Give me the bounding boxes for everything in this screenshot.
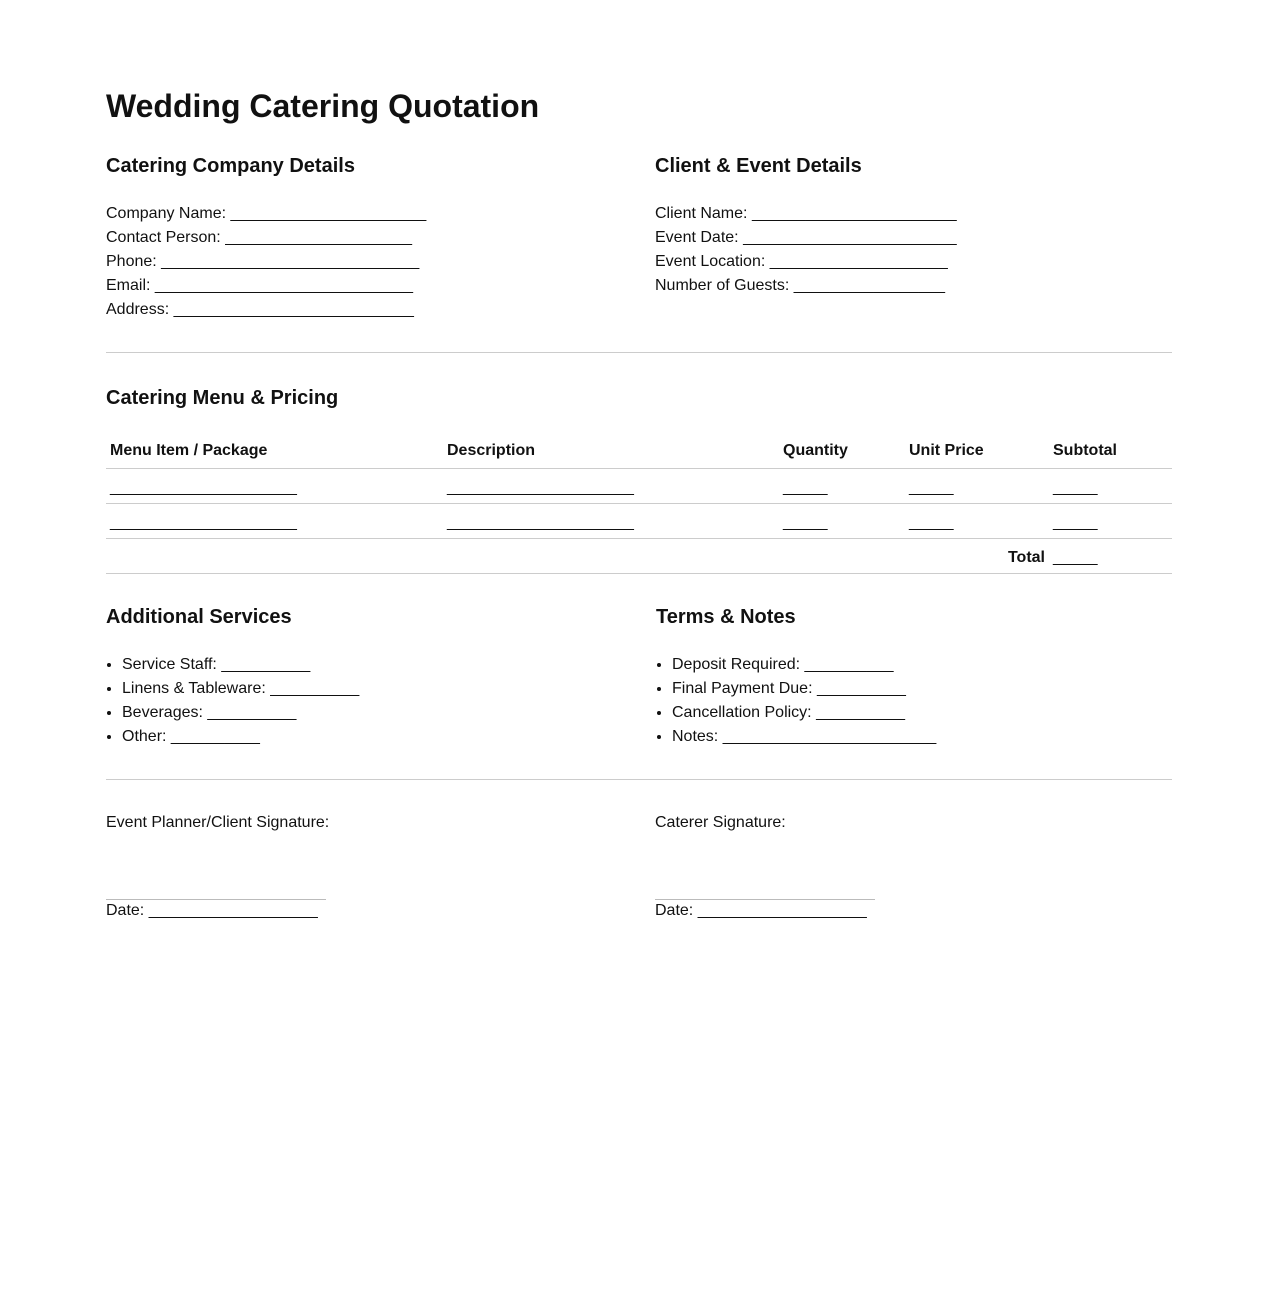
item-cell[interactable]: _____________________	[106, 504, 443, 539]
item-cell[interactable]: _____________________	[106, 469, 443, 504]
services-terms-section	[106, 606, 1172, 749]
item-blank[interactable]: ________________________	[722, 728, 937, 745]
field-blank[interactable]: ___________________________	[173, 301, 414, 318]
quantity-cell[interactable]: _____	[779, 504, 905, 539]
total-label: Total	[106, 539, 1049, 574]
signature-section	[106, 814, 1172, 920]
client-heading: Client & Event Details	[655, 155, 862, 177]
unit-price-cell[interactable]: _____	[905, 504, 1049, 539]
item-blank[interactable]: __________	[804, 656, 894, 673]
field-blank[interactable]: _____________________________	[161, 253, 420, 270]
field-blank[interactable]: ________________________	[743, 229, 957, 246]
item-label: Deposit Required:	[672, 656, 801, 673]
item-label: Notes:	[672, 728, 719, 745]
field-label: Company Name:	[106, 205, 227, 222]
divider	[106, 779, 1172, 780]
field-label: Client Name:	[655, 205, 748, 222]
table-row	[106, 469, 1172, 504]
item-blank[interactable]: __________	[270, 680, 360, 697]
list-item[interactable]	[672, 725, 1172, 749]
signature-line[interactable]	[106, 899, 326, 920]
list-item[interactable]	[672, 701, 1172, 725]
client-name-field[interactable]	[655, 202, 1172, 226]
contact-person-field[interactable]	[106, 226, 623, 250]
field-label: Contact Person:	[106, 229, 221, 246]
field-label: Email:	[106, 277, 151, 294]
field-blank[interactable]: _________________	[793, 277, 946, 294]
details-section	[106, 155, 1172, 322]
field-label: Phone:	[106, 253, 157, 270]
field-blank[interactable]: _____________________	[225, 229, 413, 246]
item-blank[interactable]: __________	[207, 704, 297, 721]
item-blank[interactable]: __________	[816, 704, 906, 721]
column-header: Menu Item / Package	[106, 436, 443, 469]
guests-field[interactable]	[655, 274, 1172, 298]
item-label: Cancellation Policy:	[672, 704, 812, 721]
list-item[interactable]	[122, 677, 623, 701]
email-field[interactable]	[106, 274, 623, 298]
quantity-cell[interactable]: _____	[779, 469, 905, 504]
additional-services	[106, 606, 623, 749]
page-title: Wedding Catering Quotation	[106, 88, 540, 124]
item-blank[interactable]: __________	[170, 728, 260, 745]
subtotal-cell[interactable]: _____	[1049, 504, 1172, 539]
item-label: Final Payment Due:	[672, 680, 813, 697]
column-header: Subtotal	[1049, 436, 1172, 469]
services-heading: Additional Services	[106, 606, 292, 628]
client-signature-block	[106, 814, 623, 920]
list-item[interactable]	[122, 701, 623, 725]
item-label: Other:	[122, 728, 167, 745]
total-cell[interactable]: _____	[1049, 539, 1172, 574]
terms-notes	[655, 606, 1172, 749]
field-label: Address:	[106, 301, 170, 318]
list-item[interactable]	[672, 677, 1172, 701]
item-blank[interactable]: __________	[221, 656, 311, 673]
field-blank[interactable]: _______________________	[751, 205, 957, 222]
signature-label: Caterer Signature:	[655, 814, 786, 831]
field-blank[interactable]: ______________________	[230, 205, 427, 222]
field-label: Number of Guests:	[655, 277, 790, 294]
client-details	[655, 155, 1172, 322]
unit-price-cell[interactable]: _____	[905, 469, 1049, 504]
company-name-field[interactable]	[106, 202, 623, 226]
description-cell[interactable]: _____________________	[443, 504, 779, 539]
terms-heading: Terms & Notes	[656, 606, 796, 628]
address-field[interactable]	[106, 298, 623, 322]
list-item[interactable]	[122, 725, 623, 749]
company-details	[106, 155, 623, 322]
field-label: Event Location:	[655, 253, 766, 270]
description-cell[interactable]: _____________________	[443, 469, 779, 504]
date-blank[interactable]: ___________________	[697, 902, 867, 919]
field-blank[interactable]: ____________________	[769, 253, 948, 270]
list-item[interactable]	[672, 653, 1172, 677]
event-date-field[interactable]	[655, 226, 1172, 250]
total-row	[106, 539, 1172, 574]
table-row	[106, 504, 1172, 539]
item-blank[interactable]: __________	[816, 680, 906, 697]
divider	[106, 352, 1172, 353]
date-label: Date:	[655, 902, 694, 919]
field-blank[interactable]: _____________________________	[154, 277, 413, 294]
phone-field[interactable]	[106, 250, 623, 274]
caterer-signature-block	[655, 814, 1172, 920]
item-label: Linens & Tableware:	[122, 680, 266, 697]
column-header: Quantity	[779, 436, 905, 469]
date-blank[interactable]: ___________________	[148, 902, 318, 919]
signature-line[interactable]	[655, 899, 875, 920]
menu-heading: Catering Menu & Pricing	[106, 387, 339, 409]
menu-table	[106, 436, 1172, 574]
column-header: Unit Price	[905, 436, 1049, 469]
table-header-row	[106, 436, 1172, 469]
menu-section	[106, 387, 1172, 574]
company-heading: Catering Company Details	[106, 155, 355, 177]
subtotal-cell[interactable]: _____	[1049, 469, 1172, 504]
event-location-field[interactable]	[655, 250, 1172, 274]
item-label: Beverages:	[122, 704, 203, 721]
item-label: Service Staff:	[122, 656, 217, 673]
date-label: Date:	[106, 902, 145, 919]
signature-label: Event Planner/Client Signature:	[106, 814, 330, 831]
list-item[interactable]	[122, 653, 623, 677]
field-label: Event Date:	[655, 229, 739, 246]
column-header: Description	[443, 436, 779, 469]
